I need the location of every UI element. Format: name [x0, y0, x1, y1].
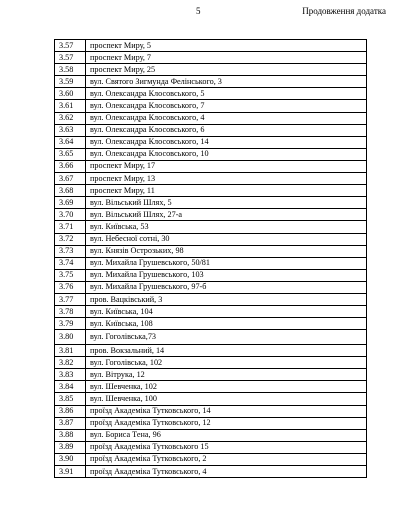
row-address: проспект Миру, 17 [86, 160, 367, 172]
table-row [55, 269, 367, 281]
row-address: проспект Миру, 5 [86, 40, 367, 52]
row-number: 3.62 [55, 112, 86, 124]
row-address: проїзд Академіка Тутковського, 12 [86, 417, 367, 429]
row-number: 3.85 [55, 393, 86, 405]
table-row [55, 293, 367, 305]
row-number: 3.57 [55, 40, 86, 52]
table-row [55, 417, 367, 429]
table-row [55, 88, 367, 100]
table-row [55, 429, 367, 441]
row-address: вул. Вільський Шлях, 27-а [86, 209, 367, 221]
row-address: вул. Шевченка, 102 [86, 381, 367, 393]
row-number: 3.86 [55, 405, 86, 417]
row-address: вул. Михайла Грушевського, 97-б [86, 281, 367, 293]
table-row [55, 221, 367, 233]
table-row [55, 148, 367, 160]
row-address: проїзд Академіка Тутковського, 2 [86, 453, 367, 465]
row-number: 3.68 [55, 185, 86, 197]
table-row [55, 100, 367, 112]
row-address: вул. Вітрука, 12 [86, 369, 367, 381]
table-row [55, 185, 367, 197]
row-address: вул. Михайла Грушевського, 50/81 [86, 257, 367, 269]
table-row [55, 369, 367, 381]
row-address: проспект Миру, 7 [86, 52, 367, 64]
table-row [55, 357, 367, 369]
table-row [55, 209, 367, 221]
row-address: вул. Олександра Клосовського, 14 [86, 136, 367, 148]
row-address: вул. Святого Зигмунда Фелінського, 3 [86, 76, 367, 88]
address-table-body [55, 40, 367, 478]
table-row [55, 318, 367, 330]
table-row [55, 245, 367, 257]
row-address: проспект Миру, 25 [86, 64, 367, 76]
row-number: 3.74 [55, 257, 86, 269]
table-row [55, 465, 367, 477]
row-address: вул. Гоголівська, 102 [86, 357, 367, 369]
table-row [55, 197, 367, 209]
table-row [55, 160, 367, 172]
row-address: вул. Гоголівська,73 [86, 330, 367, 345]
table-row [55, 173, 367, 185]
row-address: проїзд Академіка Тутковського, 14 [86, 405, 367, 417]
row-number: 3.82 [55, 357, 86, 369]
row-number: 3.66 [55, 160, 86, 172]
row-address: вул. Київська, 104 [86, 306, 367, 318]
row-number: 3.58 [55, 64, 86, 76]
row-address: вул. Князів Острозьких, 98 [86, 245, 367, 257]
table-row [55, 64, 367, 76]
row-number: 3.88 [55, 429, 86, 441]
row-address: проспект Миру, 13 [86, 173, 367, 185]
row-address: пров. Вацківський, 3 [86, 293, 367, 305]
row-number: 3.77 [55, 293, 86, 305]
address-table [54, 39, 367, 478]
table-row [55, 257, 367, 269]
row-address: вул. Київська, 53 [86, 221, 367, 233]
row-address: вул. Михайла Грушевського, 103 [86, 269, 367, 281]
row-number: 3.63 [55, 124, 86, 136]
row-number: 3.59 [55, 76, 86, 88]
row-address: пров. Вокзальний, 14 [86, 345, 367, 357]
table-row [55, 393, 367, 405]
row-address: проїзд Академіка Тутковського, 4 [86, 465, 367, 477]
row-number: 3.64 [55, 136, 86, 148]
row-number: 3.83 [55, 369, 86, 381]
table-row [55, 306, 367, 318]
table-row [55, 52, 367, 64]
row-number: 3.67 [55, 173, 86, 185]
table-row [55, 112, 367, 124]
page-number: 5 [196, 6, 201, 16]
row-number: 3.89 [55, 441, 86, 453]
row-number: 3.91 [55, 465, 86, 477]
row-address: вул. Олександра Клосовського, 10 [86, 148, 367, 160]
table-row [55, 453, 367, 465]
row-number: 3.81 [55, 345, 86, 357]
table-row [55, 330, 367, 345]
row-address: вул. Олександра Клосовського, 7 [86, 100, 367, 112]
table-row [55, 441, 367, 453]
row-number: 3.75 [55, 269, 86, 281]
row-address: вул. Вільський Шлях, 5 [86, 197, 367, 209]
table-row [55, 405, 367, 417]
table-row [55, 281, 367, 293]
table-row [55, 381, 367, 393]
row-number: 3.79 [55, 318, 86, 330]
row-address: вул. Бориса Тена, 96 [86, 429, 367, 441]
row-number: 3.87 [55, 417, 86, 429]
row-address: проїзд Академіка Тутковського 15 [86, 441, 367, 453]
table-row [55, 233, 367, 245]
row-number: 3.61 [55, 100, 86, 112]
row-number: 3.65 [55, 148, 86, 160]
table-row [55, 345, 367, 357]
row-number: 3.71 [55, 221, 86, 233]
table-row [55, 124, 367, 136]
row-address: вул. Шевченка, 100 [86, 393, 367, 405]
row-number: 3.72 [55, 233, 86, 245]
continuation-note: Продовження додатка [302, 6, 386, 16]
row-number: 3.90 [55, 453, 86, 465]
row-number: 3.69 [55, 197, 86, 209]
row-address: проспект Миру, 11 [86, 185, 367, 197]
row-address: вул. Небесної сотні, 30 [86, 233, 367, 245]
row-number: 3.73 [55, 245, 86, 257]
table-row [55, 136, 367, 148]
row-number: 3.76 [55, 281, 86, 293]
row-number: 3.60 [55, 88, 86, 100]
row-number: 3.84 [55, 381, 86, 393]
row-address: вул. Олександра Клосовського, 4 [86, 112, 367, 124]
table-row [55, 40, 367, 52]
row-address: вул. Олександра Клосовського, 5 [86, 88, 367, 100]
row-number: 3.57 [55, 52, 86, 64]
row-address: вул. Київська, 108 [86, 318, 367, 330]
row-address: вул. Олександра Клосовського, 6 [86, 124, 367, 136]
table-row [55, 76, 367, 88]
row-number: 3.78 [55, 306, 86, 318]
row-number: 3.70 [55, 209, 86, 221]
row-number: 3.80 [55, 330, 86, 345]
